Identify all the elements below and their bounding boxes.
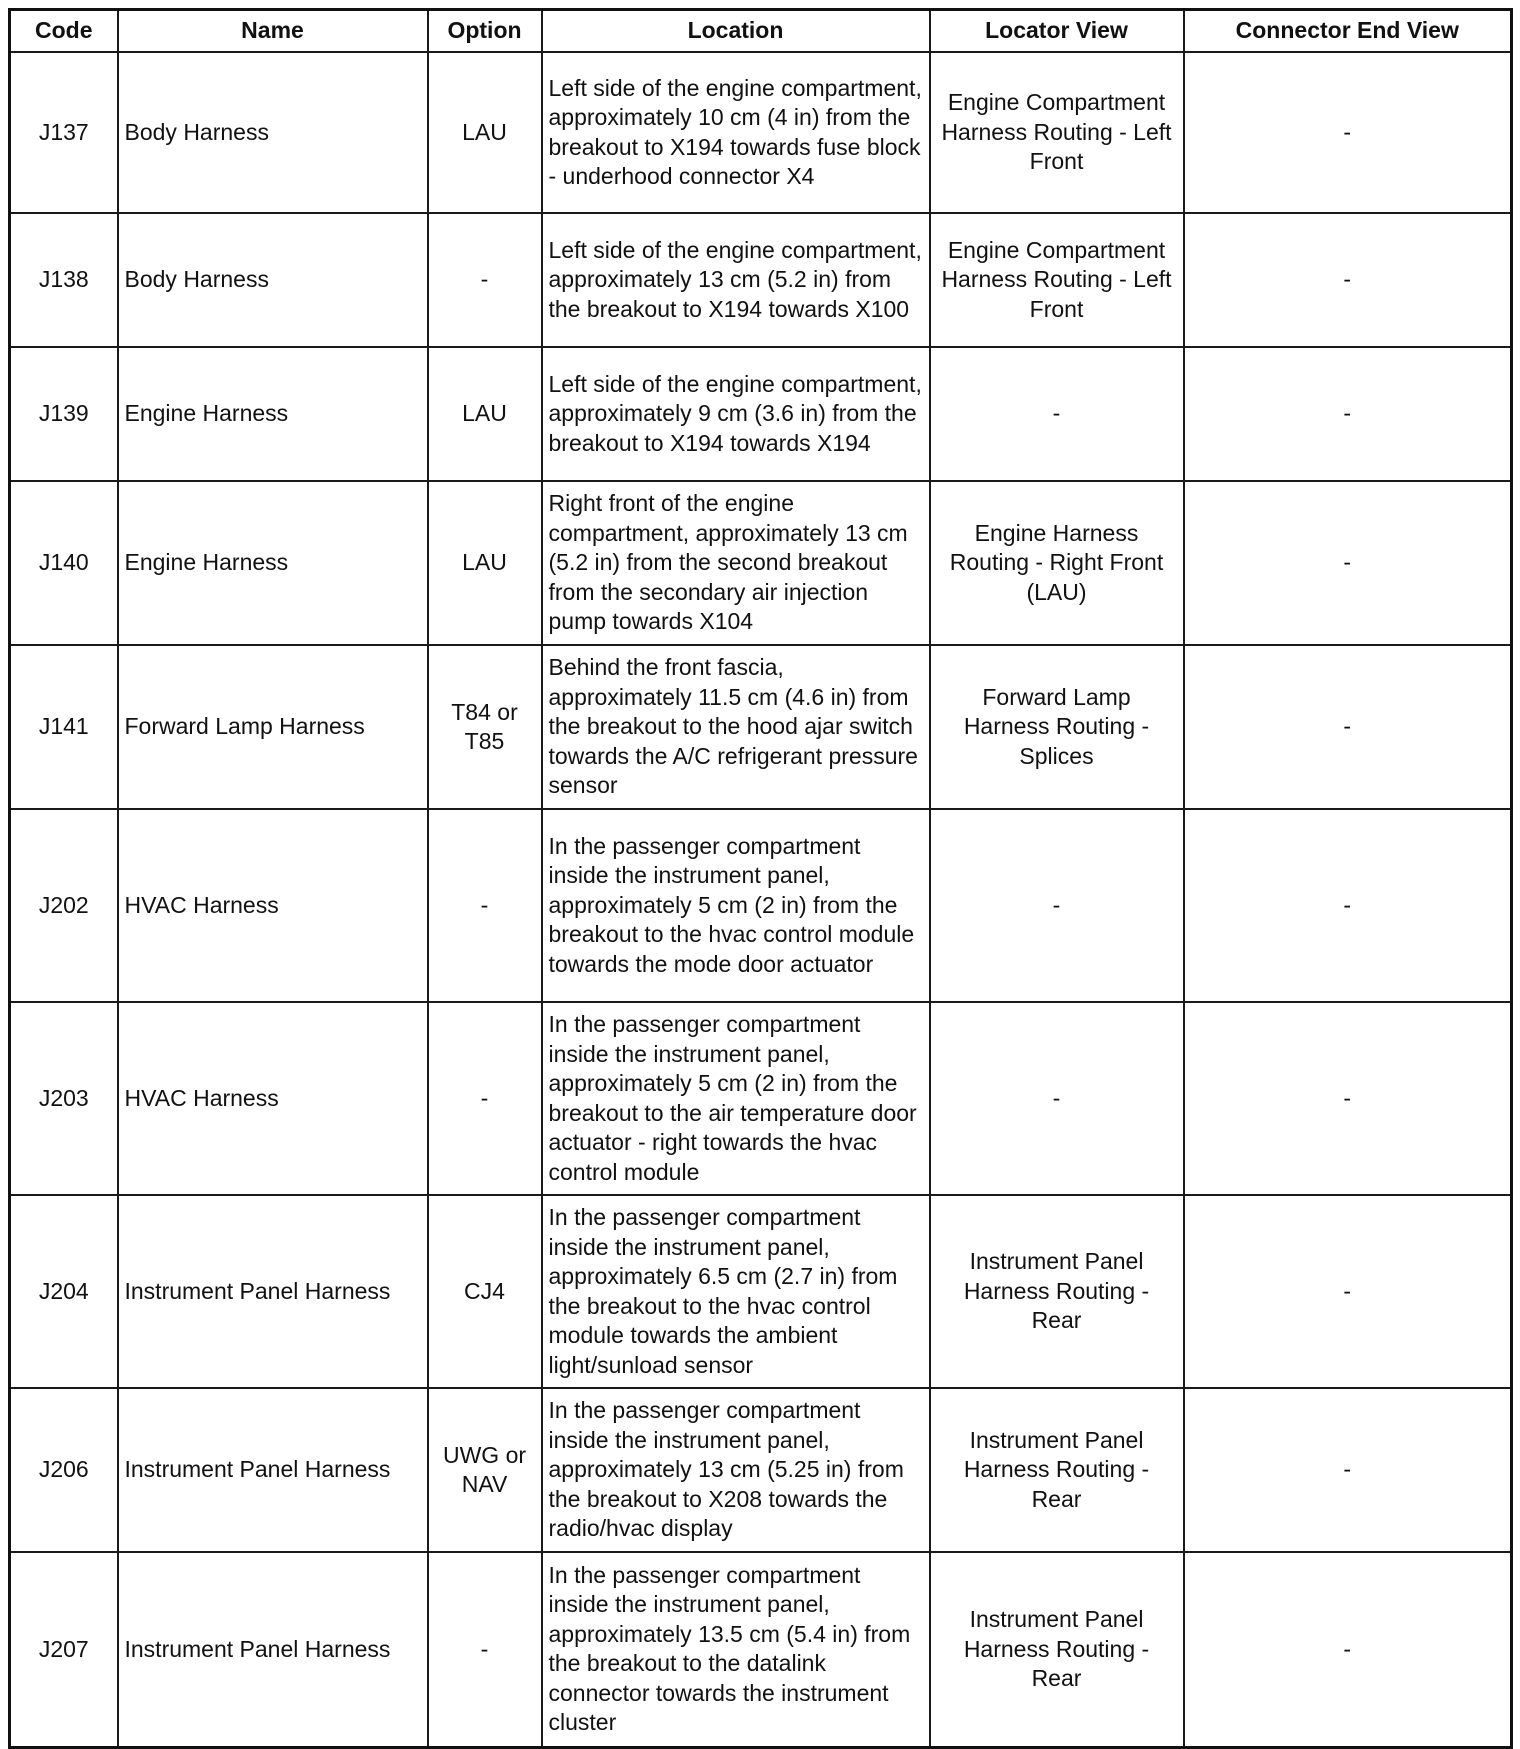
cell-code: J139 bbox=[10, 347, 118, 481]
cell-connector-end-view: - bbox=[1184, 809, 1512, 1002]
header-row bbox=[10, 10, 1512, 53]
table-row bbox=[10, 809, 1512, 1002]
cell-name: Engine Harness bbox=[118, 481, 428, 645]
cell-name: Instrument Panel Harness bbox=[118, 1195, 428, 1388]
splice-table bbox=[8, 8, 1513, 1749]
table-row bbox=[10, 347, 1512, 481]
cell-option: T84 or T85 bbox=[428, 645, 542, 809]
cell-code: J138 bbox=[10, 213, 118, 347]
cell-connector-end-view: - bbox=[1184, 52, 1512, 213]
header-connector-end-view: Connector End View bbox=[1184, 10, 1512, 53]
header-option: Option bbox=[428, 10, 542, 53]
cell-code: J207 bbox=[10, 1552, 118, 1747]
cell-name: Forward Lamp Harness bbox=[118, 645, 428, 809]
cell-name: Instrument Panel Harness bbox=[118, 1552, 428, 1747]
cell-name: HVAC Harness bbox=[118, 1002, 428, 1195]
cell-location: Left side of the engine compartment, approximately 13 cm (5.2 in) from the breakout to X194 towards X100 bbox=[542, 213, 930, 347]
table-row bbox=[10, 1002, 1512, 1195]
cell-locator-view: - bbox=[930, 1002, 1184, 1195]
cell-code: J141 bbox=[10, 645, 118, 809]
cell-location: Left side of the engine compartment, approximately 9 cm (3.6 in) from the breakout to X194 towards X194 bbox=[542, 347, 930, 481]
cell-connector-end-view: - bbox=[1184, 213, 1512, 347]
cell-code: J204 bbox=[10, 1195, 118, 1388]
table-row bbox=[10, 1388, 1512, 1552]
cell-location: Left side of the engine compartment, approximately 10 cm (4 in) from the breakout to X194 towards fuse block - underhood connector X4 bbox=[542, 52, 930, 213]
cell-option: - bbox=[428, 809, 542, 1002]
cell-name: Engine Harness bbox=[118, 347, 428, 481]
table-row bbox=[10, 52, 1512, 213]
header-locator-view: Locator View bbox=[930, 10, 1184, 53]
cell-connector-end-view: - bbox=[1184, 481, 1512, 645]
cell-connector-end-view: - bbox=[1184, 1002, 1512, 1195]
cell-locator-view: - bbox=[930, 809, 1184, 1002]
cell-connector-end-view: - bbox=[1184, 1388, 1512, 1552]
cell-option: LAU bbox=[428, 347, 542, 481]
cell-locator-view: Engine Compartment Harness Routing - Left Front bbox=[930, 213, 1184, 347]
cell-option: LAU bbox=[428, 481, 542, 645]
table-row bbox=[10, 481, 1512, 645]
cell-name: Instrument Panel Harness bbox=[118, 1388, 428, 1552]
cell-location: In the passenger compartment inside the instrument panel, approximately 5 cm (2 in) from the breakout to the air temperature door actuator - right towards the hvac control module bbox=[542, 1002, 930, 1195]
cell-name: HVAC Harness bbox=[118, 809, 428, 1002]
cell-connector-end-view: - bbox=[1184, 645, 1512, 809]
cell-connector-end-view: - bbox=[1184, 347, 1512, 481]
splice-table-wrapper bbox=[8, 8, 1513, 1749]
cell-option: LAU bbox=[428, 52, 542, 213]
cell-code: J137 bbox=[10, 52, 118, 213]
table-row bbox=[10, 1195, 1512, 1388]
cell-location: In the passenger compartment inside the instrument panel, approximately 6.5 cm (2.7 in) from the breakout to the hvac control module towards the ambient light/sunload sensor bbox=[542, 1195, 930, 1388]
cell-connector-end-view: - bbox=[1184, 1195, 1512, 1388]
cell-locator-view: Forward Lamp Harness Routing - Splices bbox=[930, 645, 1184, 809]
cell-option: - bbox=[428, 1002, 542, 1195]
cell-connector-end-view: - bbox=[1184, 1552, 1512, 1747]
cell-locator-view: Instrument Panel Harness Routing - Rear bbox=[930, 1388, 1184, 1552]
cell-locator-view: Instrument Panel Harness Routing - Rear bbox=[930, 1195, 1184, 1388]
cell-locator-view: Instrument Panel Harness Routing - Rear bbox=[930, 1552, 1184, 1747]
cell-name: Body Harness bbox=[118, 52, 428, 213]
table-row bbox=[10, 1552, 1512, 1747]
cell-code: J202 bbox=[10, 809, 118, 1002]
cell-option: CJ4 bbox=[428, 1195, 542, 1388]
cell-location: In the passenger compartment inside the instrument panel, approximately 13 cm (5.25 in) from the breakout to X208 towards the radio/hvac display bbox=[542, 1388, 930, 1552]
cell-name: Body Harness bbox=[118, 213, 428, 347]
cell-locator-view: Engine Compartment Harness Routing - Left Front bbox=[930, 52, 1184, 213]
cell-code: J140 bbox=[10, 481, 118, 645]
cell-option: - bbox=[428, 213, 542, 347]
table-row bbox=[10, 645, 1512, 809]
cell-option: UWG or NAV bbox=[428, 1388, 542, 1552]
cell-locator-view: - bbox=[930, 347, 1184, 481]
cell-locator-view: Engine Harness Routing - Right Front (LAU) bbox=[930, 481, 1184, 645]
cell-code: J206 bbox=[10, 1388, 118, 1552]
table-row bbox=[10, 213, 1512, 347]
cell-location: In the passenger compartment inside the instrument panel, approximately 5 cm (2 in) from the breakout to the hvac control module towards the mode door actuator bbox=[542, 809, 930, 1002]
cell-location: In the passenger compartment inside the instrument panel, approximately 13.5 cm (5.4 in) from the breakout to the datalink connector towards the instrument cluster bbox=[542, 1552, 930, 1747]
header-code: Code bbox=[10, 10, 118, 53]
cell-location: Behind the front fascia, approximately 11.5 cm (4.6 in) from the breakout to the hood ajar switch towards the A/C refrigerant pressure sensor bbox=[542, 645, 930, 809]
header-name: Name bbox=[118, 10, 428, 53]
cell-location: Right front of the engine compartment, approximately 13 cm (5.2 in) from the second breakout from the secondary air injection pump towards X104 bbox=[542, 481, 930, 645]
cell-option: - bbox=[428, 1552, 542, 1747]
cell-code: J203 bbox=[10, 1002, 118, 1195]
header-location: Location bbox=[542, 10, 930, 53]
